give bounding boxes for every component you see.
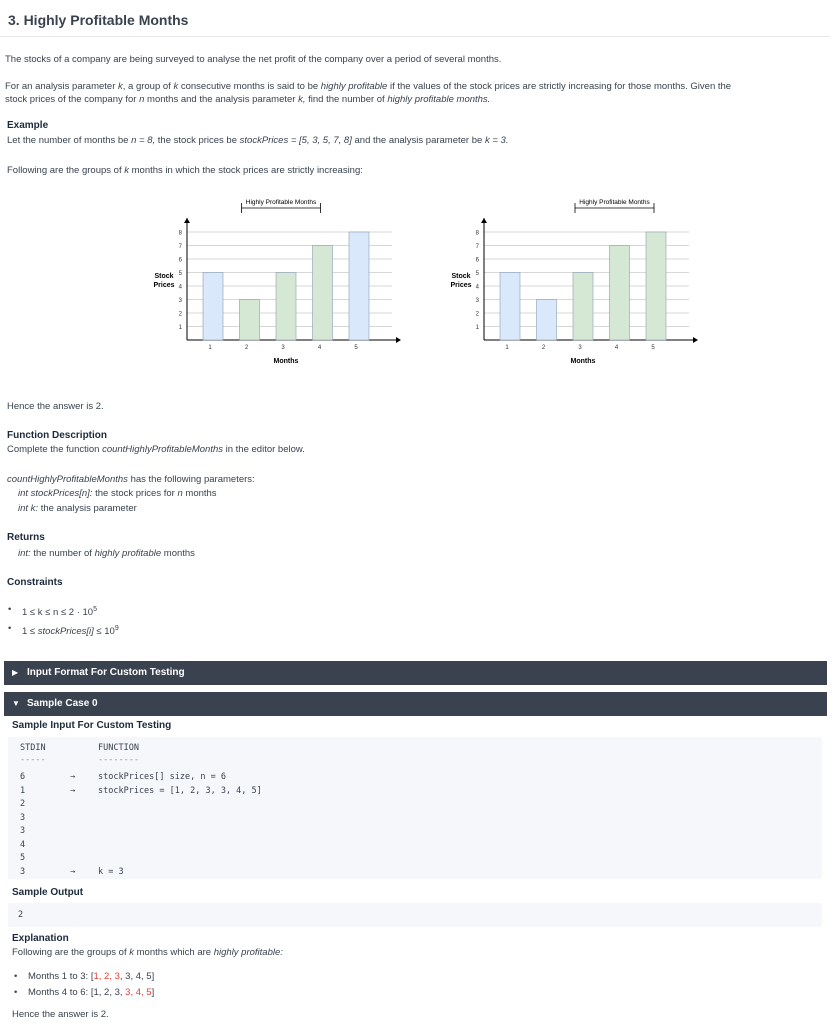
sample-output-value: 2 <box>18 910 24 920</box>
x-axis-arrow <box>396 337 401 343</box>
sample-input-heading: Sample Input For Custom Testing <box>12 720 172 731</box>
x-tick-label: 5 <box>651 345 655 351</box>
x-tick-label: 1 <box>505 345 509 351</box>
stdin-value: 2 <box>20 799 26 809</box>
x-tick-label: 2 <box>541 345 546 351</box>
y-tick-label: 6 <box>178 257 182 264</box>
input-format-label: Input Format For Custom Testing <box>27 667 185 678</box>
y-axis-label: Prices <box>450 281 472 289</box>
sample-answer: Hence the answer is 2. <box>12 1009 109 1020</box>
chart-title: Highly Profitable Months <box>245 199 317 206</box>
arrow-icon: → <box>70 772 76 782</box>
function-annotation: k = 3 <box>98 866 124 877</box>
returns-text: int: the number of highly profitable months <box>18 548 195 559</box>
x-axis-label: Months <box>570 358 596 365</box>
example-line: Let the number of months be n = 8, the stock prices be stockPrices = [5, 3, 5, 7, 8] and the analysis parameter be k = 3. <box>7 135 509 146</box>
explanation-item-2: • Months 4 to 6: [1, 2, 3, 3, 4, 5] <box>12 985 154 1001</box>
function-dashes: -------- <box>98 755 139 765</box>
collapse-arrow-icon: ▼ <box>12 699 20 708</box>
x-tick-label: 4 <box>317 345 322 351</box>
parameter-stock-prices: int stockPrices[n]: the stock prices for n months <box>18 488 217 499</box>
y-tick-label: 8 <box>475 230 479 237</box>
y-tick-label: 4 <box>178 284 182 291</box>
y-tick-label: 2 <box>178 311 182 318</box>
stdin-value: 1 <box>20 785 26 796</box>
y-axis-label: Prices <box>153 281 175 289</box>
sample-output-heading: Sample Output <box>12 887 84 898</box>
bar <box>203 273 223 341</box>
chart-title: Highly Profitable Months <box>579 199 650 206</box>
function-header: FUNCTION <box>98 743 139 753</box>
input-format-toggle[interactable] <box>4 661 827 685</box>
parameters-intro: countHighlyProfitableMonths has the following parameters: <box>7 474 255 485</box>
y-tick-label: 3 <box>178 298 182 304</box>
x-tick-label: 5 <box>354 345 358 351</box>
expand-arrow-icon: ▶ <box>12 668 19 677</box>
stdin-value: 6 <box>20 772 26 782</box>
sample-case-toggle[interactable] <box>4 692 827 716</box>
page-title: 3. Highly Profitable Months <box>8 12 189 28</box>
stdin-value: 3 <box>20 866 26 877</box>
x-axis-arrow <box>693 337 698 343</box>
x-axis-label: Months <box>273 358 299 365</box>
y-tick-label: 1 <box>178 325 182 331</box>
stdin-header: STDIN <box>20 743 46 753</box>
stdin-value: 3 <box>20 812 26 823</box>
definition-paragraph: For an analysis parameter k, a group of k consecutive months is said to be highly profitable if the values of the stock prices are strictly increasing for those months. Given the stock prices of the company for n months and the analysis parameter k, find the number of highly profitable months. <box>5 81 732 105</box>
y-axis-label: Stock <box>154 272 174 280</box>
bar <box>313 246 333 341</box>
stdin-dashes: ----- <box>20 755 46 765</box>
sample-input-code <box>8 737 822 879</box>
bar <box>240 300 260 341</box>
example-heading: Example <box>7 120 49 131</box>
x-tick-label: 3 <box>281 345 285 351</box>
function-annotation: stockPrices[] size, n = 6 <box>98 772 226 782</box>
y-tick-label: 4 <box>475 284 479 291</box>
parameter-k: int k: the analysis parameter <box>18 503 137 514</box>
arrow-icon: → <box>70 785 76 796</box>
sample-case-label: Sample Case 0 <box>27 698 98 709</box>
y-tick-label: 3 <box>475 298 479 304</box>
intro-text: The stocks of a company are being surveyed to analyse the net profit of the company over a period of several months. <box>5 54 502 65</box>
stdin-value: 3 <box>20 826 26 836</box>
function-description-heading: Function Description <box>7 430 107 441</box>
x-tick-label: 4 <box>614 345 619 351</box>
bar <box>276 273 296 341</box>
title-divider <box>0 36 830 37</box>
x-tick-label: 3 <box>578 345 582 351</box>
y-tick-label: 8 <box>178 230 182 237</box>
y-tick-label: 6 <box>475 257 479 264</box>
stdin-value: 5 <box>20 853 26 863</box>
profit-chart-1 <box>135 188 405 373</box>
bar <box>537 300 557 341</box>
bar <box>573 273 593 341</box>
y-tick-label: 5 <box>178 271 182 277</box>
sample-output-code <box>8 903 822 927</box>
constraint-n-k: • $1 \le k \le n \le 2 \cdot 10^5$ <box>6 602 119 621</box>
y-axis-arrow <box>184 218 190 223</box>
y-tick-label: 7 <box>178 244 182 250</box>
returns-heading: Returns <box>7 532 45 543</box>
constraints-list <box>6 602 119 640</box>
y-axis-label: Stock <box>451 272 471 280</box>
y-tick-label: 7 <box>475 244 479 250</box>
example-answer: Hence the answer is 2. <box>7 401 104 412</box>
stdin-value: 4 <box>20 839 26 850</box>
constraints-heading: Constraints <box>7 577 63 588</box>
explanation-list <box>12 969 154 1001</box>
example-following-line: Following are the groups of k months in which the stock prices are strictly increasing: <box>7 165 363 176</box>
function-description-line: Complete the function countHighlyProfitableMonths in the editor below. <box>7 444 305 455</box>
y-axis-arrow <box>481 218 487 223</box>
x-tick-label: 2 <box>244 345 249 351</box>
constraint-stock-prices: • 1 ≤ stockPrices[i] ≤ $10^9$ <box>6 621 119 640</box>
x-tick-label: 1 <box>208 345 212 351</box>
bar <box>349 232 369 340</box>
y-tick-label: 1 <box>475 325 479 331</box>
y-tick-label: 5 <box>475 271 479 277</box>
bar <box>610 246 630 341</box>
arrow-icon: → <box>70 866 76 877</box>
explanation-heading: Explanation <box>12 933 69 944</box>
explanation-item-1: • Months 1 to 3: [1, 2, 3, 3, 4, 5] <box>12 969 154 985</box>
y-tick-label: 2 <box>475 311 479 318</box>
profit-chart-2 <box>432 188 702 373</box>
bar <box>646 232 666 340</box>
function-annotation: stockPrices = [1, 2, 3, 3, 4, 5] <box>98 785 262 796</box>
bar <box>500 273 520 341</box>
explanation-text: Following are the groups of k months which are highly profitable: <box>12 947 283 958</box>
